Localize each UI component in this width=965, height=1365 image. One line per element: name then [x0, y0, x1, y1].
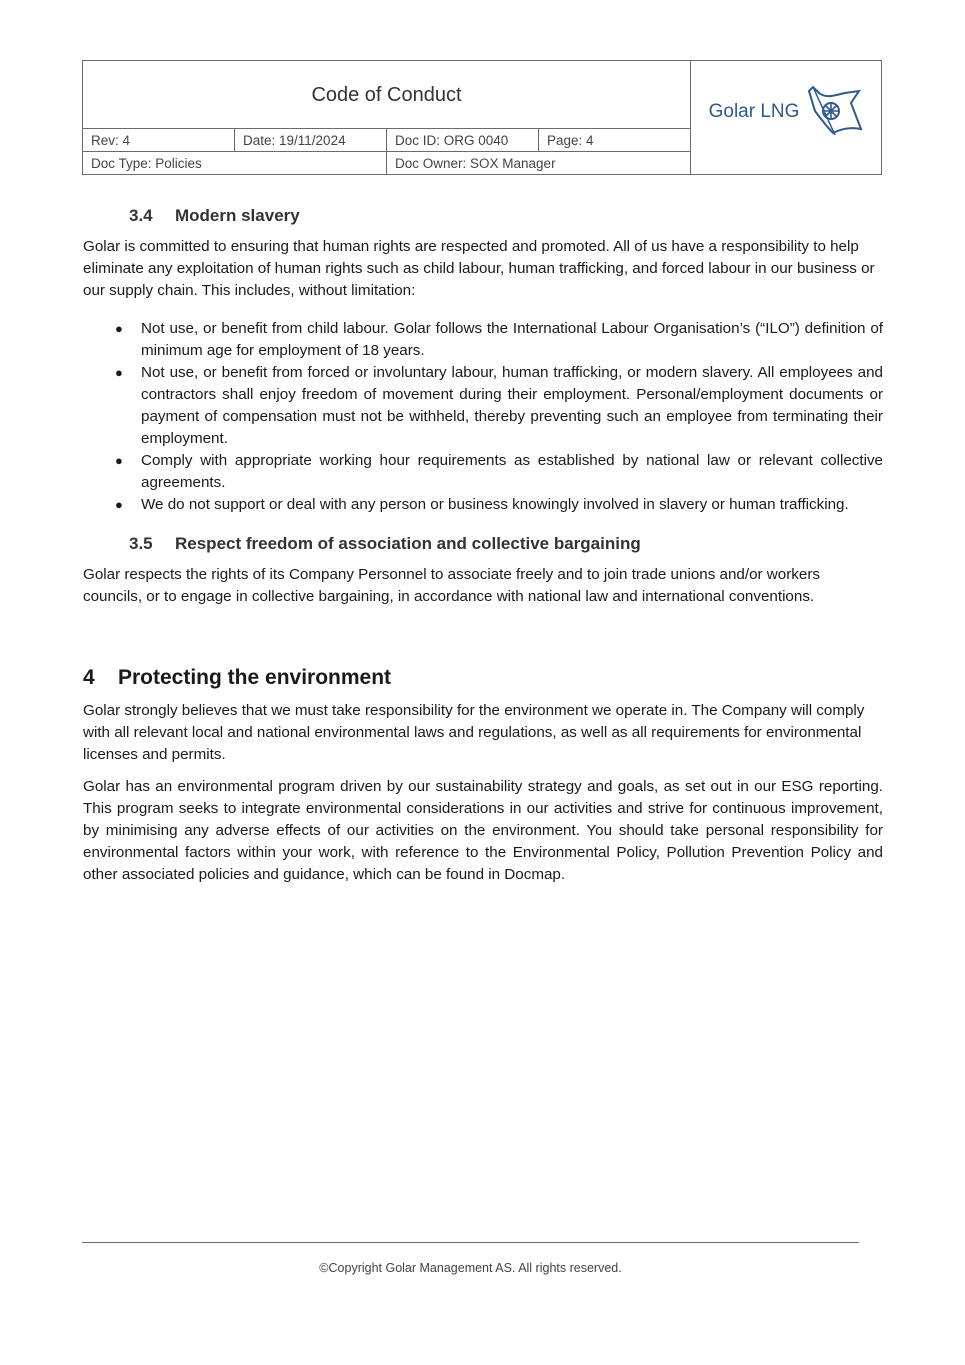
environment-paragraph-1: Golar strongly believes that we must take responsibility for the environment we operate in. The Company will comply with all relevant local and national environmental laws and regulations, as well as all requirements for environmental licenses and permits. [83, 702, 865, 763]
section-title: Protecting the environment [118, 666, 392, 689]
list-item: ● Not use, or benefit from child labour. Golar follows the International Labour Organisation’s (“ILO”) definition of minimum age for employment of 18 years. [115, 320, 883, 359]
footer-copyright: ©Copyright Golar Management AS. All rights reserved. [319, 1261, 622, 1275]
doc-id-cell: Doc ID: ORG 0040 [387, 129, 539, 151]
header-row-owner [83, 152, 691, 174]
list-item: ● Comply with appropriate working hour requirements as established by national law or relevant collective agreements. [115, 452, 883, 491]
section-3-4-heading [83, 206, 883, 226]
doc-type-cell: Doc Type: Policies [83, 152, 387, 174]
footer-divider [82, 1242, 859, 1243]
modern-slavery-list [83, 318, 883, 516]
header-row-meta [83, 129, 691, 152]
section-number: 3.5 [129, 534, 153, 553]
logo-text: Golar LNG [708, 100, 800, 122]
company-logo [691, 61, 881, 174]
modern-slavery-intro: Golar is committed to ensuring that human rights are respected and promoted. All of us have a responsibility to help eliminate any exploitation of human rights such as child labour, human trafficking, and forced labour in our business or our supply chain. This includes, without limitation: [83, 238, 875, 299]
flag-logo-icon [805, 83, 863, 141]
section-title: Respect freedom of association and collective bargaining [175, 534, 641, 553]
section-number: 3.4 [129, 206, 153, 225]
document-title: Code of Conduct [83, 61, 691, 129]
section-title: Modern slavery [175, 206, 300, 225]
revision-cell: Rev: 4 [83, 129, 235, 151]
list-item: ● We do not support or deal with any person or business knowingly involved in slavery or human trafficking. [115, 496, 849, 513]
section-4-heading [83, 666, 883, 690]
date-cell: Date: 19/11/2024 [235, 129, 387, 151]
list-item: ● Not use, or benefit from forced or involuntary labour, human trafficking, or modern slavery. All employees and contractors shall enjoy freedom of movement during their employment. Personal/employment documents or payment of compensation must not be withheld, thereby preventing such an employee from terminating their employment. [115, 364, 883, 447]
document-header-table [82, 60, 882, 175]
environment-paragraph-2: Golar has an environmental program driven by our sustainability strategy and goals, as set out in our ESG reporting. This program seeks to integrate environmental considerations in our activities and strive for continuous improvement, by minimising any adverse effects of our activities on the environment. You should take personal responsibility for environmental factors within your work, with reference to the Environmental Policy, Pollution Prevention Policy and other associated policies and guidance, which can be found in Docmap. [83, 778, 883, 883]
page-cell: Page: 4 [539, 129, 691, 151]
section-number: 4 [83, 666, 95, 689]
association-paragraph: Golar respects the rights of its Company Personnel to associate freely and to join trade unions and/or workers councils, or to engage in collective bargaining, in accordance with national law and international conventions. [83, 566, 820, 605]
doc-owner-cell: Doc Owner: SOX Manager [387, 152, 691, 174]
section-3-5-heading [83, 534, 883, 554]
page-content [83, 200, 883, 886]
